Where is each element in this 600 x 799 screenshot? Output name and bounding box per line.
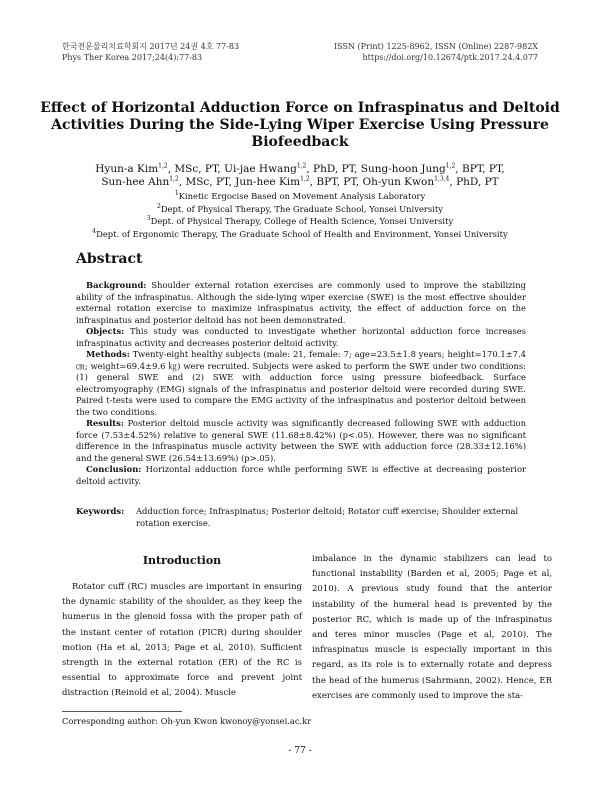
keywords <box>76 505 526 529</box>
abstract-label: Conclusion: <box>86 464 142 474</box>
keywords-label: Keywords: <box>76 506 125 516</box>
abstract-label: Methods: <box>86 349 130 359</box>
intro-column-left <box>62 580 302 702</box>
author-name: Sung-hoon Jung <box>360 163 446 175</box>
corresponding-author-footnote: Corresponding author: Oh-yun Kwon kwonoy@yonsei.ac.kr <box>62 716 312 726</box>
abstract-objects <box>76 326 526 349</box>
author-affil-sup: 1,2 <box>158 162 168 170</box>
page-number: - 77 - <box>288 746 312 756</box>
abstract-body <box>76 280 526 487</box>
intro-paragraph-continued: imbalance in the dynamic stabilizers can lead to functional instability (Barden et al, 2005; Page et al, 2010). A previous study found that the anterior instability of the humeral head is prevented by the posterior RC, which is made up of the infraspinatus and teres minor muscles (Page et al, 2010). The infraspinatus muscle is especially important in this regard, as its role is to externally rotate and depress the head of the humerus (Sahrmann, 2002). Hence, ER exercises are commonly used to improve the sta- <box>312 554 552 701</box>
keywords-text: Adduction force; Infraspinatus; Posterior deltoid; Rotator cuff exercise; Shoulder external rotation exercise. <box>136 506 519 528</box>
author-line-2 <box>40 176 560 189</box>
affiliation-item <box>40 203 560 216</box>
affiliation-text: Dept. of Ergonomic Therapy, The Graduate School of Health and Environment, Yonsei University <box>96 228 508 239</box>
author-degree: , PhD, PT, <box>306 163 361 175</box>
author-degree: , PhD, PT <box>449 176 499 188</box>
abstract-text: This study was conducted to investigate whether horizontal adduction force increases infraspinatus activity and decreases posterior deltoid activity. <box>76 326 526 348</box>
affiliation-sup: 1 <box>174 190 179 198</box>
abstract-label: Objects: <box>86 326 125 336</box>
abstract-label: Background: <box>86 280 147 290</box>
author-affil-sup: 1,2 <box>169 175 179 183</box>
footnote-divider <box>62 711 182 712</box>
intro-column-right <box>312 552 552 704</box>
author-name: Oh-yun Kwon <box>362 176 435 188</box>
author-degree: , MSc, PT, <box>178 176 236 188</box>
journal-header-right <box>334 41 538 63</box>
abstract-text: Twenty-eight healthy subjects (male: 21, female: 7; age=23.5±1.8 years; height=170.1±7.4 ㎝; weight=69.4±9.6 ㎏) were recruited. Subjects were asked to perform the SWE under two conditions: (1) general SWE and (2) SWE with adduction force using pressure biofeedback. Surface electromyography (EMG) signals of the infraspinatus and posterior deltoid were recorded during SWE. Paired t-tests were used to compare the EMG activity of the infraspinatus and posterior deltoid between the two conditions. <box>76 349 526 417</box>
affiliation-sup: 2 <box>156 202 161 210</box>
abstract-label: Results: <box>86 418 124 428</box>
author-degree: , MSc, PT, <box>167 163 225 175</box>
author-name: Sun-hee Ahn <box>101 176 170 188</box>
abstract-text: Horizontal adduction force while performing SWE is effective at decreasing posterior deltoid activity. <box>76 464 526 486</box>
affiliation-text: Kinetic Ergocise Based on Movement Analysis Laboratory <box>178 191 426 201</box>
abstract-text: Shoulder external rotation exercises are commonly used to improve the stabilizing ability of the infraspinatus. Although the side-lying wiper exercise (SWE) is the most effective shoulder external rotation exercise to maximize infraspinatus activity, the effect of adduction force on the infraspinatus and posterior deltoid has not been demonstrated. <box>76 280 526 325</box>
journal-header-korean: 한국전문물리치료학회지 2017년 24권 4호 77-83 <box>62 42 240 51</box>
issn-line: ISSN (Print) 1225-8962, ISSN (Online) 2287-982X <box>334 42 538 51</box>
affiliation-item <box>40 215 560 228</box>
affiliation-sup: 3 <box>146 215 151 223</box>
affiliation-item <box>40 190 560 203</box>
author-affil-sup: 1,2 <box>300 175 310 183</box>
paper-title: Effect of Horizontal Adduction Force on Infraspinatus and Deltoid Activities During the Side-Lying Wiper Exercise Using Pressure Biofeedback <box>40 100 560 150</box>
abstract-heading: Abstract <box>76 251 143 267</box>
author-affil-sup: 1,2 <box>296 162 307 170</box>
author-name: Jun-hee Kim <box>235 176 301 188</box>
author-affil-sup: 1,2 <box>445 162 456 170</box>
intro-paragraph: Rotator cuff (RC) muscles are important in ensuring the dynamic stability of the shoulder, as they keep the humerus in the glenoid fossa with the proper path of the instant center of rotation (PICR) during shoulder motion (Ha et al, 2013; Page et al, 2010). Sufficient strength in the external rotation (ER) of the RC is essential to approximate force and prevent joint distraction (Reinold et al, 2004). Muscle <box>62 582 302 699</box>
author-degree: , BPT, PT, <box>455 163 505 175</box>
author-name: Ui-jae Hwang <box>224 163 297 175</box>
introduction-heading: Introduction <box>142 554 222 567</box>
journal-header-left <box>62 41 239 63</box>
affiliation-text: Dept. of Physical Therapy, The Graduate School, Yonsei University <box>160 203 443 214</box>
author-degree: , BPT, PT, <box>309 176 363 188</box>
author-affil-sup: 1,3,4 <box>434 175 450 183</box>
author-line-1 <box>40 163 560 176</box>
author-name: Hyun-a Kim <box>95 163 159 175</box>
journal-header-citation: Phys Ther Korea 2017;24(4):77-83 <box>62 53 203 62</box>
abstract-text: Posterior deltoid muscle activity was significantly decreased following SWE with adduction force (7.53±4.52%) relative to general SWE (11.68±8.42%) (p<.05). However, there was no significant difference in the infraspinatus muscle activity between the SWE with adduction force (28.33±12.16%) and the general SWE (26.54±13.69%) (p>.05). <box>76 418 526 463</box>
affiliation-sup: 4 <box>92 227 97 235</box>
doi-line: https://doi.org/10.12674/ptk.2017.24.4.077 <box>362 53 538 62</box>
abstract-results <box>76 418 526 464</box>
affiliation-list <box>40 190 560 240</box>
affiliation-text: Dept. of Physical Therapy, College of Health Science, Yonsei University <box>150 216 454 226</box>
affiliation-item <box>40 228 560 241</box>
abstract-methods <box>76 349 526 418</box>
abstract-background <box>76 280 526 326</box>
abstract-conclusion <box>76 464 526 487</box>
author-list <box>40 163 560 189</box>
